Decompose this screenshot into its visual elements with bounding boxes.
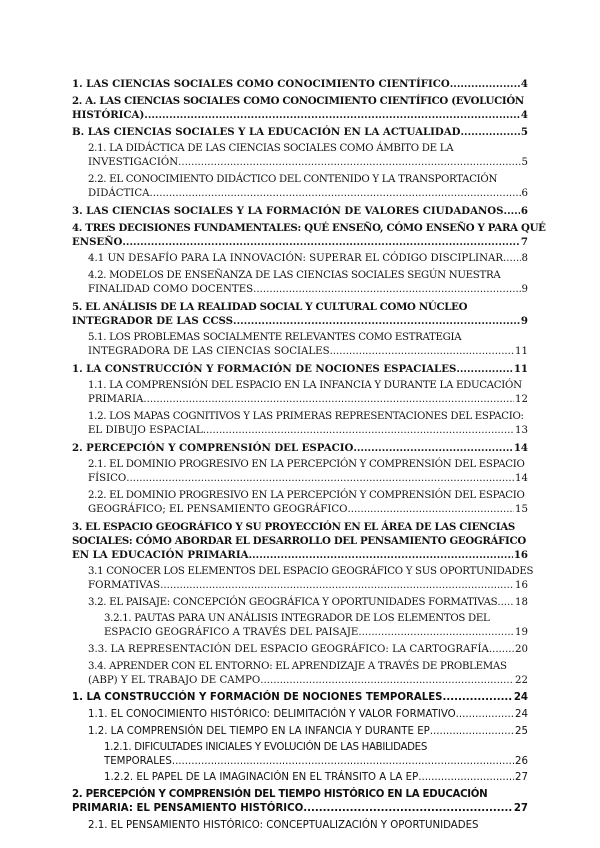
toc-entry[interactable]: [72, 788, 528, 816]
toc-entry-title: FINALIDAD COMO DOCENTES: [88, 284, 254, 295]
toc-entry-title: 2.1. EL PENSAMIENTO HISTÓRICO: CONCEPTUALIZACIÓN Y OPORTUNIDADES: [88, 820, 479, 831]
toc-entry[interactable]: [72, 819, 528, 833]
dot-leader: [443, 691, 513, 705]
toc-entry-title: 2.2. EL DOMINIO PROGRESIVO EN LA PERCEPCIÓN Y COMPRENSIÓN DEL ESPACIO: [88, 490, 525, 501]
toc-entry[interactable]: [72, 741, 528, 769]
toc-page-number: 19: [515, 627, 528, 638]
toc-entry-title: 4.2. MODELOS DE ENSEÑANZA DE LAS CIENCIAS SOCIALES SEGÚN NUESTRA: [88, 270, 501, 281]
dot-leader: [489, 643, 514, 657]
toc-entry-title: 5.1. LOS PROBLEMAS SOCIALMENTE RELEVANTES COMO ESTRATEGIA: [88, 332, 462, 343]
toc-entry[interactable]: [72, 410, 528, 438]
toc-entry[interactable]: [72, 771, 528, 785]
toc-page-number: 9: [521, 284, 528, 295]
toc-entry-title: ESPACIO GEOGRÁFICO A TRAVÉS DEL PAISAJE: [104, 627, 359, 638]
toc-page-number: 11: [515, 346, 528, 357]
toc-entry-title: 2. PERCEPCIÓN Y COMPRENSIÓN DEL TIEMPO HISTÓRICO EN LA EDUCACIÓN: [72, 789, 488, 800]
toc-entry-title: 3.3. LA REPRESENTACIÓN DEL ESPACIO GEOGRÁFICO: LA CARTOGRAFÍA: [88, 644, 489, 655]
toc-entry-title: 3. LAS CIENCIAS SOCIALES Y LA FORMACIÓN DE VALORES CIUDADANOS: [72, 205, 504, 217]
toc-page-number: 16: [513, 549, 528, 561]
toc-entry-title: HISTÓRICA): [72, 109, 145, 121]
toc-entry[interactable]: [72, 691, 528, 705]
table-of-contents: [72, 74, 546, 833]
dot-leader: [178, 156, 520, 170]
toc-page-number: 27: [513, 803, 528, 814]
toc-page-number: 27: [515, 772, 528, 783]
dot-leader: [430, 725, 514, 739]
toc-entry-title: INTEGRADOR DE LAS CCSS: [72, 315, 234, 327]
dot-leader: [144, 108, 520, 122]
dot-leader: [497, 596, 514, 610]
toc-entry-title: FORMATIVAS: [88, 580, 161, 591]
toc-page-number: 4: [520, 78, 528, 90]
dot-leader: [260, 674, 514, 688]
dot-leader: [149, 187, 520, 201]
toc-entry-title: FÍSICO: [88, 473, 127, 484]
toc-entry-title: 1. LA CONSTRUCCIÓN Y FORMACIÓN DE NOCIONES TEMPORALES: [72, 692, 443, 703]
toc-page-number: 24: [513, 692, 528, 703]
toc-entry-title: 1. LAS CIENCIAS SOCIALES COMO CONOCIMIENTO CIENTÍFICO: [72, 78, 450, 90]
toc-entry-title: 2. A. LAS CIENCIAS SOCIALES COMO CONOCIMIENTO CIENTÍFICO (EVOLUCIÓN: [72, 95, 524, 107]
toc-page-number: 18: [515, 597, 528, 608]
toc-page-number: 14: [515, 473, 528, 484]
dot-leader: [303, 802, 513, 816]
toc-entry-title: 2.1. LA DIDÁCTICA DE LAS CIENCIAS SOCIALES COMO ÁMBITO DE LA: [88, 143, 454, 154]
toc-entry[interactable]: [72, 441, 528, 455]
toc-page-number: 6: [521, 188, 528, 199]
toc-page-number: 6: [520, 205, 528, 217]
toc-entry-title: 2.1. EL DOMINIO PROGRESIVO EN LA PERCEPCIÓN Y COMPRENSIÓN DEL ESPACIO: [88, 459, 525, 470]
toc-entry-title: INVESTIGACIÓN: [88, 157, 179, 168]
toc-entry-title: 2. PERCEPCIÓN Y COMPRENSIÓN DEL ESPACIO: [72, 442, 354, 454]
toc-entry-title: 3.2.1. PAUTAS PARA UN ANÁLISIS INTEGRADOR DE LOS ELEMENTOS DEL: [104, 613, 490, 624]
toc-page-number: 20: [515, 644, 528, 655]
dot-leader: [330, 345, 514, 359]
dot-leader: [358, 626, 514, 640]
dot-leader: [456, 362, 512, 376]
toc-entry[interactable]: [72, 660, 528, 688]
dot-leader: [122, 235, 520, 249]
toc-page-number: 25: [515, 726, 528, 737]
toc-entry[interactable]: [72, 94, 528, 122]
toc-page-number: 7: [520, 236, 528, 248]
toc-page-number: 24: [515, 709, 528, 720]
dot-leader: [126, 472, 514, 486]
toc-entry-title: B. LAS CIENCIAS SOCIALES Y LA EDUCACIÓN EN LA ACTUALIDAD: [72, 126, 461, 138]
toc-entry[interactable]: [72, 612, 528, 640]
toc-entry[interactable]: [72, 520, 528, 562]
toc-entry-title: (ABP) Y EL TRABAJO DE CAMPO: [88, 675, 261, 686]
toc-entry[interactable]: [72, 565, 534, 593]
toc-entry[interactable]: [72, 221, 546, 249]
toc-entry-title: PRIMARIA: EL PENSAMIENTO HISTÓRICO: [72, 803, 304, 814]
toc-entry[interactable]: [72, 125, 528, 139]
toc-entry[interactable]: [72, 708, 528, 722]
toc-page-number: 11: [513, 363, 528, 375]
toc-entry[interactable]: [72, 142, 528, 170]
dot-leader: [160, 579, 514, 593]
toc-entry-title: 1.2.1. DIFICULTADES INICIALES Y EVOLUCIÓN DE LAS HABILIDADES: [104, 742, 427, 753]
toc-entry-title: DIDÁCTICA: [88, 188, 150, 199]
toc-entry[interactable]: [72, 379, 528, 407]
toc-page-number: 8: [521, 253, 528, 264]
dot-leader: [418, 771, 514, 785]
toc-entry-title: 1.2. LOS MAPAS COGNITIVOS Y LAS PRIMERAS REPRESENTACIONES DEL ESPACIO:: [88, 411, 524, 422]
toc-entry-title: 3.2. EL PAISAJE: CONCEPCIÓN GEOGRÁFICA Y OPORTUNIDADES FORMATIVAS: [88, 597, 498, 608]
toc-entry-title: INTEGRADORA DE LAS CIENCIAS SOCIALES: [88, 346, 330, 357]
toc-entry[interactable]: [72, 173, 528, 201]
dot-leader: [450, 77, 520, 91]
dot-leader: [253, 283, 520, 297]
toc-entry-title: 4.1 UN DESAFÍO PARA LA INNOVACIÓN: SUPERAR EL CÓDIGO DISCIPLINAR: [88, 253, 504, 264]
toc-entry[interactable]: [72, 331, 528, 359]
toc-page-number: 14: [513, 442, 528, 454]
toc-entry[interactable]: [72, 300, 528, 328]
dot-leader: [143, 393, 514, 407]
toc-page-number: 16: [515, 580, 528, 591]
toc-entry-title: 4. TRES DECISIONES FUNDAMENTALES: QUÉ ENSEÑO, CÓMO ENSEÑO Y PARA QUÉ: [72, 222, 546, 234]
toc-entry-title: 3.1 CONOCER LOS ELEMENTOS DEL ESPACIO GEOGRÁFICO Y SUS OPORTUNIDADES: [88, 566, 534, 577]
toc-entry[interactable]: [72, 596, 528, 610]
dot-leader: [348, 503, 515, 517]
toc-page-number: 4: [520, 109, 528, 121]
dot-leader: [249, 548, 513, 562]
toc-entry-title: SOCIALES: CÓMO ABORDAR EL DESARROLLO DEL PENSAMIENTO GEOGRÁFICO: [72, 535, 526, 547]
toc-page-number: 9: [520, 315, 528, 327]
toc-entry[interactable]: [72, 725, 528, 739]
dot-leader: [203, 424, 514, 438]
toc-entry-title: TEMPORALES: [104, 756, 172, 767]
toc-entry[interactable]: [72, 204, 528, 218]
dot-leader: [503, 252, 520, 266]
toc-entry-title: 1. LA CONSTRUCCIÓN Y FORMACIÓN DE NOCIONES ESPACIALES: [72, 363, 457, 375]
dot-leader: [233, 314, 520, 328]
toc-page-number: 22: [515, 675, 528, 686]
toc-entry-title: 5. EL ANÁLISIS DE LA REALIDAD SOCIAL Y CULTURAL COMO NÚCLEO: [72, 301, 468, 313]
toc-entry-title: EL DIBUJO ESPACIAL: [88, 425, 203, 436]
dot-leader: [456, 708, 514, 722]
toc-entry-title: PRIMARIA: [88, 394, 144, 405]
dot-leader: [172, 755, 514, 769]
toc-entry[interactable]: [72, 269, 528, 297]
toc-entry[interactable]: [72, 362, 528, 376]
toc-entry[interactable]: [72, 77, 528, 91]
toc-page-number: 5: [520, 126, 528, 138]
toc-page-number: 15: [515, 504, 528, 515]
dot-leader: [461, 125, 520, 139]
toc-entry-title: ENSEÑO: [72, 236, 123, 248]
toc-page-number: 5: [521, 157, 528, 168]
toc-entry-title: 3. EL ESPACIO GEOGRÁFICO Y SU PROYECCIÓN EN EL ÁREA DE LAS CIENCIAS: [72, 521, 515, 533]
toc-page-number: 26: [515, 756, 528, 767]
toc-entry[interactable]: [72, 643, 528, 657]
toc-entry-title: 1.2.2. EL PAPEL DE LA IMAGINACIÓN EN EL TRÁNSITO A LA EP: [104, 772, 419, 783]
toc-entry[interactable]: [72, 458, 528, 486]
toc-entry-title: 1.1. EL CONOCIMIENTO HISTÓRICO: DELIMITACIÓN Y VALOR FORMATIVO: [88, 709, 456, 720]
toc-page-number: 12: [515, 394, 528, 405]
toc-entry-title: 1.1. LA COMPRENSIÓN DEL ESPACIO EN LA INFANCIA Y DURANTE LA EDUCACIÓN: [88, 380, 522, 391]
toc-entry[interactable]: [72, 252, 528, 266]
toc-entry-title: GEOGRÁFICO; EL PENSAMIENTO GEOGRÁFICO: [88, 504, 348, 515]
toc-entry[interactable]: [72, 489, 528, 517]
dot-leader: [504, 204, 520, 218]
dot-leader: [353, 441, 512, 455]
toc-entry-title: EN LA EDUCACIÓN PRIMARIA: [72, 549, 249, 561]
toc-entry-title: 2.2. EL CONOCIMIENTO DIDÁCTICO DEL CONTENIDO Y LA TRANSPORTACIÓN: [88, 174, 498, 185]
toc-entry-title: 1.2. LA COMPRENSIÓN DEL TIEMPO EN LA INFANCIA Y DURANTE EP: [88, 726, 430, 737]
toc-entry-title: 3.4. APRENDER CON EL ENTORNO: EL APRENDIZAJE A TRAVÉS DE PROBLEMAS: [88, 661, 507, 672]
toc-page-number: 13: [515, 425, 528, 436]
